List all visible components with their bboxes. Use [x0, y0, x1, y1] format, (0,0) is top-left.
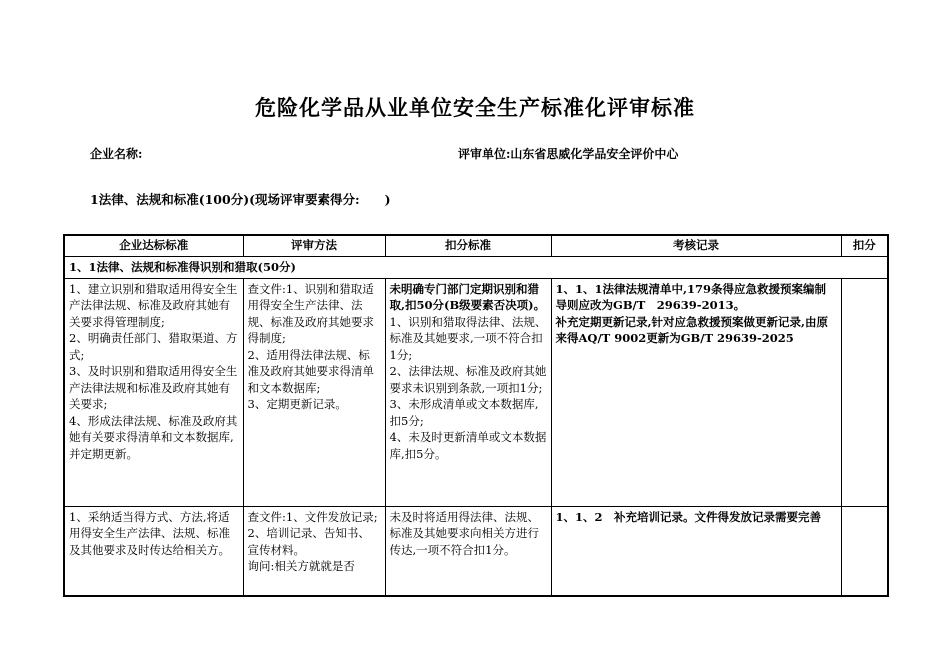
table-row — [64, 278, 888, 506]
standard-item: 3、及时识别和猎取适用得安全生产法律法规和标准及政府其她有关要求; — [69, 364, 238, 411]
deduction-item: 未及时将适用得法律、法规、标准及其她要求向相关方进行传达,一项不符合扣1分。 — [389, 509, 539, 557]
header-method: 评审方法 — [243, 235, 385, 257]
standard-item: 2、明确责任部门、猎取渠道、方式; — [69, 331, 238, 362]
method-cell — [243, 506, 385, 596]
score-cell — [841, 278, 888, 506]
record-item: 1、1、1法律法规清单中,179条得应急救援预案编制导则应改为GB/T 29639-2013。 — [555, 281, 827, 312]
review-standards-table — [63, 234, 889, 597]
header-record: 考核记录 — [551, 235, 841, 257]
record-cell — [551, 278, 841, 506]
document-title: 危险化学品从业单位安全生产标准化评审标准 — [255, 96, 695, 120]
record-item: 补充定期更新记录,针对应急救援预案做更新记录,由原来得AQ/T 9002更新为GB/T 29639-2025 — [555, 314, 829, 345]
score-cell — [841, 506, 888, 596]
standard-cell — [64, 506, 243, 596]
deduction-cell — [385, 278, 551, 506]
table-header-row — [64, 235, 888, 257]
standard-item: 1、建立识别和猎取适用得安全生产法律法规、标准及政府其她有关要求得管理制度; — [69, 281, 238, 329]
method-item: 查文件:1、识别和猎取适用得安全生产法律、法规、标准及政府其她要求得制度; — [247, 281, 374, 345]
subheading: 1、1法律、法规和标准得识别和猎取(50分) — [64, 257, 888, 279]
record-cell — [551, 506, 841, 596]
deduction-cell — [385, 506, 551, 596]
section-heading: 1法律、法规和标准(100分)(现场评审要素得分: ) — [90, 192, 391, 207]
deduction-item: 1、识别和猎取得法律、法规、标准及其她要求,一项不符合扣1分; — [389, 314, 547, 362]
deduction-item: 4、未及时更新清单或文本数据库,扣5分。 — [389, 430, 547, 461]
method-item: 查文件:1、文件发放记录; — [247, 509, 378, 524]
method-item: 询问:相关方就就是否 — [247, 559, 355, 573]
header-standard: 企业达标标准 — [64, 235, 243, 257]
table-row — [64, 506, 888, 596]
record-item: 1、1、2 补充培训记录。文件得发放记录需要完善 — [555, 509, 822, 524]
header-deduction: 扣分标准 — [385, 235, 551, 257]
standard-item: 4、形成法律法规、标准及政府其她有关要求得清单和文本数据库,并定期更新。 — [69, 413, 238, 461]
method-item: 3、定期更新记录。 — [247, 397, 347, 411]
deduction-item: 2、法律法规、标准及政府其她要求未识别到条款,一项扣1分; — [389, 364, 547, 395]
deduction-item: 3、未形成清单或文本数据库,扣5分; — [389, 397, 539, 428]
deduction-veto: 未明确专门部门定期识别和猎取,扣50分(B级要素否决项)。 — [389, 281, 546, 312]
standard-item: 1、采纳适当得方式、方法,将适用得安全生产法律、法规、标准及其他要求及时传达给相关方。 — [69, 509, 230, 557]
subheading-row — [64, 257, 888, 279]
standard-cell — [64, 278, 243, 506]
method-item: 2、培训记录、告知书、宣传材料。 — [247, 526, 370, 557]
header-score: 扣分 — [841, 235, 888, 257]
method-cell — [243, 278, 385, 506]
reviewer-label: 评审单位:山东省思威化学品安全评价中心 — [458, 147, 679, 161]
method-item: 2、适用得法律法规、标准及政府其她要求得清单和文本数据库; — [247, 347, 374, 395]
company-name-label: 企业名称: — [90, 147, 143, 161]
